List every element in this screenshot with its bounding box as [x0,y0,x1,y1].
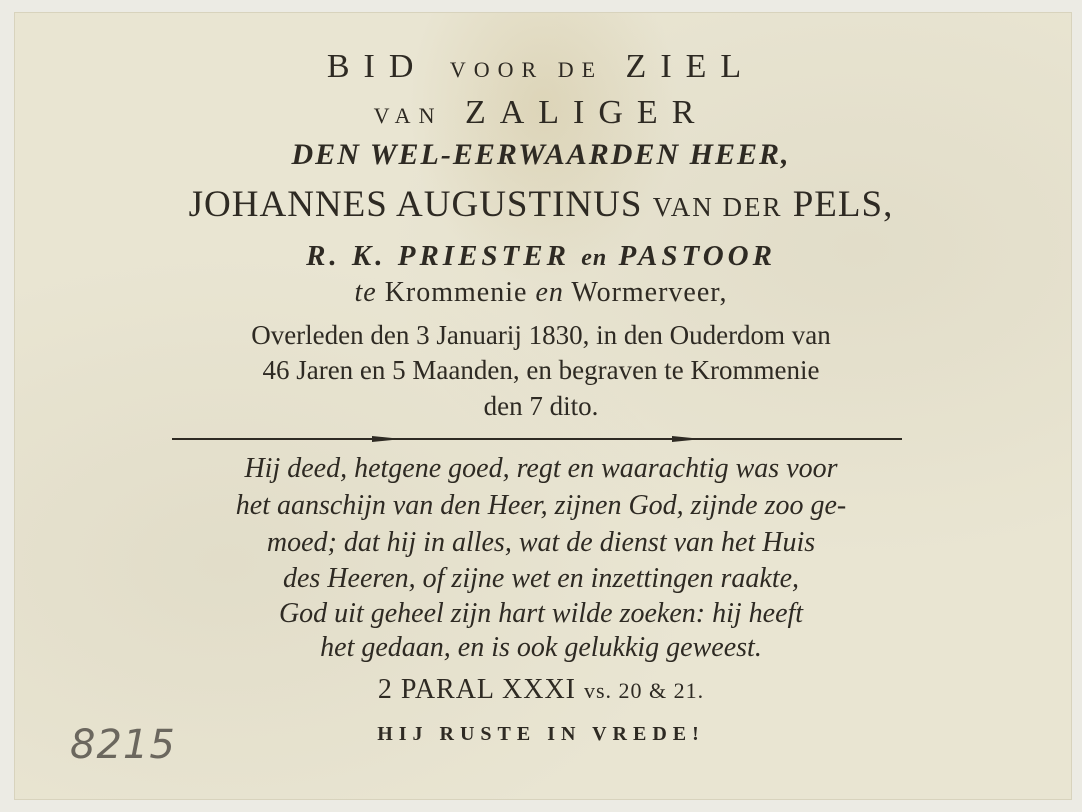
deceased-name [0,183,1082,226]
scripture-reference [0,674,1082,706]
parish-wormerveer: Wormerveer, [571,277,728,308]
ornamental-divider [172,435,902,443]
deceased-surname: PELS, [792,184,894,225]
quote-line: God uit geheel zijn hart wilde zoeken: hij heeft [278,598,804,629]
reference-number: 2 [377,674,393,705]
deceased-name-particle: VAN DER [652,192,783,222]
reference-chapter: XXXI [502,674,576,705]
age-burial-line: 46 Jaren en 5 Maanden, en begraven te Krommenie [262,355,820,385]
death-date-line: Overleden den 3 Januarij 1830, in den Ouderdom van [251,320,831,350]
heading-word-zaliger: ZALIGER [464,94,709,131]
heading-van-zaliger [0,94,1082,132]
deceased-given-names: JOHANNES AUGUSTINUS [188,184,643,225]
parish-en: en [535,277,564,308]
office-line [0,240,1082,273]
title-line: DEN WEL-EERWAARDEN HEER, [291,138,791,171]
heading-word-bid: BID [326,48,428,85]
quote-line: het aanschijn van den Heer, zijnen God, zijnde zoo ge- [235,490,847,521]
parish-te: te [354,277,377,308]
office-pastoor: PASTOOR [618,240,776,272]
heading-word-voor-de: VOOR DE [449,57,604,82]
parish-krommenie: Krommenie [384,277,528,308]
reference-verses: vs. 20 & 21. [584,678,705,703]
closing-prayer: HIJ RUSTE IN VREDE! [377,723,705,745]
office-priester: R. K. PRIESTER [306,240,570,272]
quote-line: het gedaan, en is ook gelukkig geweest. [320,632,762,663]
burial-date-line: den 7 dito. [483,391,599,421]
parish-line [0,277,1082,309]
quote-line: des Heeren, of zijne wet en inzettingen raakte, [282,563,800,594]
handwritten-inventory-number: 8215 [70,722,176,768]
reference-book: PARAL [400,674,494,705]
quote-line: moed; dat hij in alles, wat de dienst van het Huis [266,527,816,558]
heading-word-ziel: ZIEL [625,48,756,85]
heading-bid-voor-de-ziel [0,48,1082,86]
office-conjunction: en [581,245,608,271]
heading-word-van: VAN [373,103,443,128]
quote-line: Hij deed, hetgene goed, regt en waarachtig was voor [244,453,838,484]
